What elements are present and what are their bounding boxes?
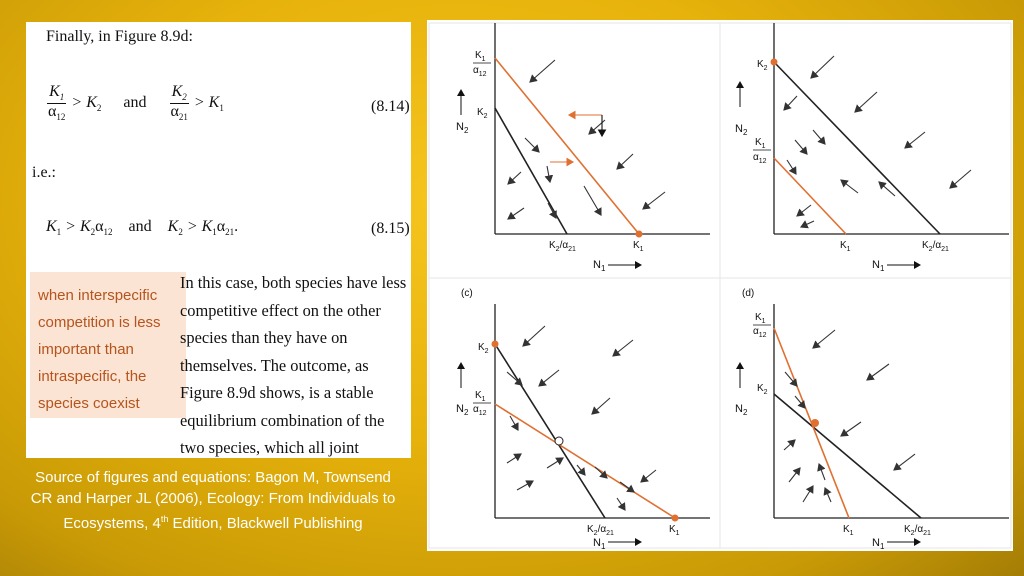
explanation-paragraph: In this case, both species have less competitive effect on the other species than they have on themselves. The outcome, as Figure 8.9d shows, is a stable equilibrium combination of the two species, which all joint bbox=[180, 273, 407, 457]
n2-isocline bbox=[495, 344, 605, 518]
panel-c-tag: (c) bbox=[461, 288, 473, 299]
y-axis-label: $N_2$ bbox=[456, 403, 469, 417]
panel-d bbox=[735, 288, 1009, 551]
panel-top-left bbox=[456, 23, 710, 273]
y-axis-label: $N_2$ bbox=[735, 123, 748, 137]
x-axis-label: $N_1$ bbox=[593, 537, 606, 551]
fraction-k2-alpha21: $\frac{K_2}{\alpha_{21}}$ bbox=[170, 83, 188, 122]
label-k2: $K_2$ bbox=[478, 342, 489, 355]
vector-arrows bbox=[784, 330, 915, 502]
panel-top-right bbox=[735, 23, 1009, 273]
intro-text: Finally, in Figure 8.9d: bbox=[46, 28, 193, 45]
y-axis-label: $N_2$ bbox=[456, 121, 469, 135]
source-caption: Source of figures and equations: Bagon M, Townsend CR and Harper JL (2006), Ecology: From Individuals to Ecosystems, 4th Edition, Blackwell Publishing bbox=[30, 469, 396, 532]
label-k2: $K_2$ bbox=[757, 59, 768, 72]
equation-8-14: $\frac{K_1}{\alpha_{12}}$ > $K_2$ and $\frac{K_2}{\alpha_{21}}$ > $K_1$ bbox=[48, 83, 224, 122]
label-k1: $K_1$ bbox=[475, 390, 486, 403]
vector-arrows bbox=[508, 60, 665, 219]
label-k2-alpha21: $K_2/\alpha_{21}$ bbox=[922, 240, 949, 253]
equation-8-15: $K_1 > K_2\alpha_{12}$ and $K_2 > K_1\alpha_{21}$. bbox=[46, 218, 239, 238]
stable-coexistence-point bbox=[811, 419, 819, 427]
n2-isocline bbox=[774, 62, 940, 234]
equation-number-8-15: (8.15) bbox=[371, 220, 410, 237]
label-k1-x: $K_1$ bbox=[633, 240, 644, 253]
unstable-equilibrium bbox=[555, 437, 563, 445]
margin-note: when interspecific competition is less important than intraspecific, the species coexist bbox=[30, 272, 186, 418]
n1-isocline bbox=[495, 404, 675, 518]
label-k1-x: $K_1$ bbox=[840, 240, 851, 253]
equilibrium-point bbox=[636, 231, 643, 238]
x-axis-label: $N_1$ bbox=[872, 537, 885, 551]
panel-c bbox=[456, 288, 710, 551]
y-axis-label: $N_2$ bbox=[735, 403, 748, 417]
stable-equilibrium-k1 bbox=[672, 515, 679, 522]
lotka-volterra-figure bbox=[427, 20, 1013, 551]
label-k2-alpha21: $K_2/\alpha_{21}$ bbox=[549, 240, 576, 253]
fraction-k1-alpha12: $\frac{K_1}{\alpha_{12}}$ bbox=[48, 83, 66, 122]
x-axis-label: $N_1$ bbox=[593, 259, 606, 273]
equation-number-8-14: (8.14) bbox=[371, 98, 410, 115]
n2-isocline bbox=[774, 394, 921, 518]
ie-text: i.e.: bbox=[32, 164, 56, 181]
label-alpha12: $\alpha_{12}$ bbox=[753, 152, 767, 165]
vector-arrows bbox=[784, 56, 971, 227]
label-k2-alpha21: $K_2/\alpha_{21}$ bbox=[587, 524, 614, 537]
panel-d-tag: (d) bbox=[742, 288, 755, 299]
equilibrium-point bbox=[771, 59, 778, 66]
label-k1: $K_1$ bbox=[755, 312, 766, 325]
orange-components bbox=[550, 115, 602, 162]
label-k1: $K_1$ bbox=[475, 50, 486, 63]
vector-arrows bbox=[507, 326, 656, 510]
isocline-diagrams bbox=[427, 20, 1013, 551]
label-alpha12: $\alpha_{12}$ bbox=[473, 65, 487, 78]
label-k2-alpha21: $K_2/\alpha_{21}$ bbox=[904, 524, 931, 537]
label-k2: $K_2$ bbox=[477, 107, 488, 120]
label-alpha12: $\alpha_{12}$ bbox=[753, 326, 767, 339]
label-k1-x: $K_1$ bbox=[669, 524, 680, 537]
stable-equilibrium-k2 bbox=[492, 341, 499, 348]
label-k1-x: $K_1$ bbox=[843, 524, 854, 537]
label-alpha12: $\alpha_{12}$ bbox=[473, 404, 487, 417]
x-axis-label: $N_1$ bbox=[872, 259, 885, 273]
label-k1: $K_1$ bbox=[755, 137, 766, 150]
textbook-excerpt bbox=[26, 22, 411, 458]
label-k2: $K_2$ bbox=[757, 383, 768, 396]
n2-isocline bbox=[495, 108, 567, 234]
